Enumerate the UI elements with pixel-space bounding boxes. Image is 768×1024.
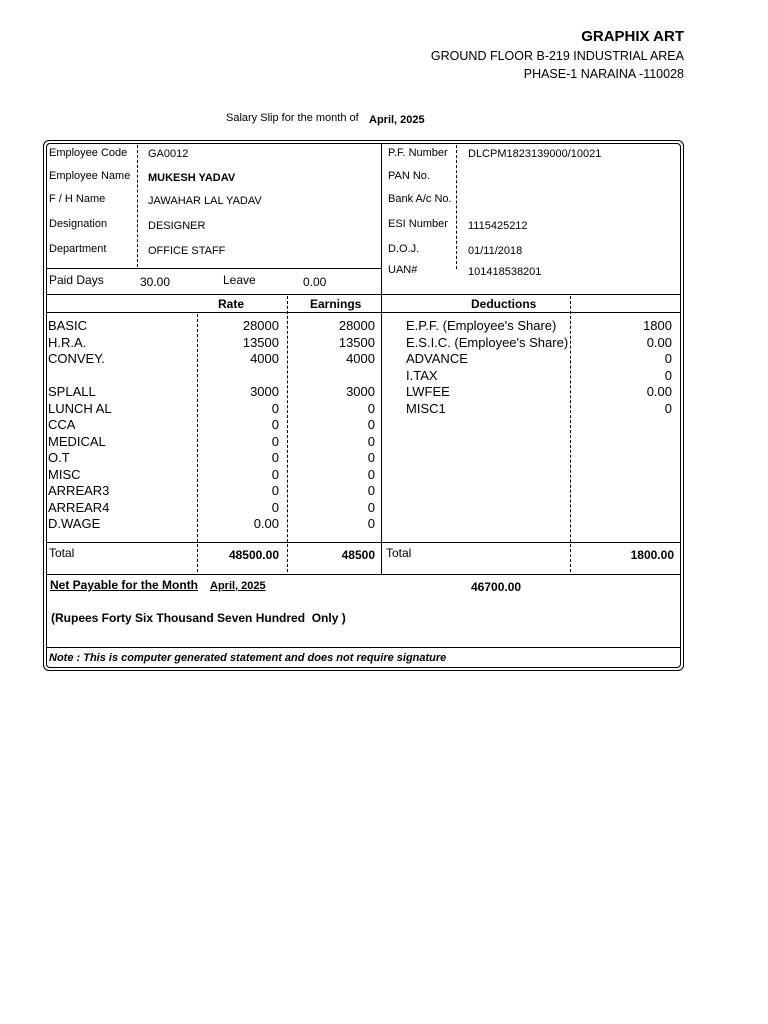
earning-item-rate: 13500: [242, 334, 279, 350]
deduction-item-amount: 0.00: [646, 384, 672, 399]
esi-label: ESI Number: [388, 218, 448, 230]
header-row-divider: [46, 312, 681, 313]
earning-item-rate: 4000: [250, 351, 279, 366]
paid-days-divider: [46, 268, 381, 269]
earning-item-name: LUNCH AL: [48, 400, 112, 416]
deduction-item-amount: 1800: [643, 318, 672, 333]
deduction-total-label: Total: [386, 546, 412, 560]
earning-item-rate: 0: [271, 466, 279, 482]
fh-name: JAWAHAR LAL YADAV: [148, 195, 262, 207]
deduction-item-name: LWFEE: [406, 384, 450, 399]
doj-label: D.O.J.: [388, 243, 420, 255]
earnings-header: Earnings: [310, 297, 362, 311]
deduction-amount-separator: [570, 296, 571, 572]
earning-item-amount: 13500: [338, 334, 375, 350]
employee-code: GA0012: [148, 148, 189, 160]
center-divider: [381, 143, 382, 575]
earning-item-rate: 0: [271, 433, 279, 449]
deduction-item-name: I.TAX: [406, 367, 438, 383]
net-payable-words: (Rupees Forty Six Thousand Seven Hundred Only ): [51, 611, 346, 625]
earning-item-rate: 28000: [242, 318, 279, 333]
earning-item-name: ARREAR4: [48, 499, 110, 515]
earning-item-name: O.T: [48, 450, 70, 465]
employee-name: MUKESH YADAV: [148, 172, 236, 184]
earning-item-name: ARREAR3: [48, 483, 110, 498]
company-name: GRAPHIX ART: [581, 28, 684, 45]
slip-month: April, 2025: [369, 114, 425, 126]
deduction-item-amount: 0: [664, 400, 672, 416]
deduction-item-amount: 0: [664, 351, 672, 366]
fh-name-label: F / H Name: [49, 193, 106, 205]
earning-item-name: SPLALL: [48, 384, 96, 399]
label-separator-left: [137, 145, 138, 267]
pf-number-label: P.F. Number: [388, 147, 448, 159]
paid-days-label: Paid Days: [49, 273, 104, 287]
deduction-item-name: ADVANCE: [406, 351, 468, 366]
department-label: Department: [49, 243, 107, 255]
earning-item-name: MEDICAL: [48, 433, 106, 449]
earning-item-rate: 0: [271, 499, 279, 515]
rate-total: 48500.00: [228, 548, 279, 562]
net-payable-amount: 46700.00: [471, 580, 522, 594]
earning-item-amount: 0: [367, 516, 375, 531]
deduction-name-column: [406, 318, 569, 417]
employee-name-label: Employee Name: [49, 170, 131, 182]
earning-item-name: BASIC: [48, 318, 88, 333]
paid-days: 30.00: [140, 275, 171, 289]
deduction-item-name: E.P.F. (Employee's Share): [406, 318, 557, 333]
earning-item-name: CONVEY.: [48, 351, 105, 366]
earning-item-name: H.R.A.: [48, 334, 87, 350]
net-payable-month: April, 2025: [210, 580, 266, 592]
earnings-column: [290, 318, 375, 533]
deduction-item-amount: 0.00: [646, 334, 672, 350]
deduction-item-name: E.S.I.C. (Employee's Share): [406, 334, 569, 350]
leave: 0.00: [303, 275, 327, 289]
pan-label: PAN No.: [388, 170, 430, 182]
deductions-total: 1800.00: [630, 548, 674, 562]
earning-item-amount: [290, 368, 375, 385]
earning-item-amount: 0: [367, 466, 375, 482]
earning-item-amount: 4000: [346, 351, 375, 366]
earnings-name-column: [48, 318, 193, 533]
net-payable-label: Net Payable for the Month: [50, 578, 199, 592]
earning-item-rate: 0: [271, 400, 279, 416]
designation-label: Designation: [49, 218, 108, 230]
note-divider: [46, 647, 681, 648]
rate-header: Rate: [218, 297, 245, 311]
total-bottom-divider: [46, 574, 681, 575]
earning-item-amount: 28000: [338, 318, 375, 333]
total-top-divider: [46, 542, 681, 543]
deduction-amount-column: [573, 318, 672, 417]
earning-item-amount: 0: [367, 483, 375, 498]
earning-item-name: [48, 368, 193, 385]
rate-column: [200, 318, 279, 533]
deduction-item-amount: 0: [664, 367, 672, 383]
pf-number: DLCPM1823139000/10021: [468, 148, 602, 160]
earning-item-rate: 0: [271, 483, 279, 498]
employee-code-label: Employee Code: [49, 147, 128, 159]
designation: DESIGNER: [148, 220, 206, 232]
earning-item-name: MISC: [48, 466, 81, 482]
earning-item-amount: 0: [367, 433, 375, 449]
uan-label: UAN#: [388, 264, 418, 276]
deductions-header: Deductions: [471, 297, 537, 311]
deduction-item-name: MISC1: [406, 400, 446, 416]
earning-item-amount: 0: [367, 499, 375, 515]
total-label: Total: [49, 546, 75, 560]
earnings-column-separator: [287, 296, 288, 572]
footer-note: Note : This is computer generated statement and does not require signature: [49, 652, 447, 664]
label-separator-right: [456, 145, 457, 269]
info-bottom-divider: [46, 294, 681, 295]
earning-item-amount: 0: [367, 450, 375, 465]
department: OFFICE STAFF: [148, 245, 226, 257]
earning-item-rate: 3000: [250, 384, 279, 399]
rate-column-separator: [197, 314, 198, 572]
earning-item-name: D.WAGE: [48, 516, 101, 531]
earning-item-amount: 3000: [346, 384, 375, 399]
earning-item-name: CCA: [48, 417, 76, 432]
leave-label: Leave: [223, 273, 256, 287]
doj: 01/11/2018: [468, 245, 523, 257]
earning-item-rate: 0: [271, 450, 279, 465]
earnings-total: 48500: [341, 548, 375, 562]
slip-heading: Salary Slip for the month of: [226, 112, 359, 124]
company-address-line1: GROUND FLOOR B-219 INDUSTRIAL AREA: [430, 49, 684, 63]
earning-item-rate: 0.00: [253, 516, 279, 531]
earning-item-rate: [200, 368, 279, 385]
earning-item-amount: 0: [367, 417, 375, 432]
esi-number: 1115425212: [468, 220, 528, 232]
earning-item-rate: 0: [271, 417, 279, 432]
bank-account-label: Bank A/c No.: [388, 193, 452, 205]
earning-item-amount: 0: [367, 400, 375, 416]
uan-number: 101418538201: [468, 266, 542, 278]
company-address-line2: PHASE-1 NARAINA -110028: [523, 67, 684, 81]
